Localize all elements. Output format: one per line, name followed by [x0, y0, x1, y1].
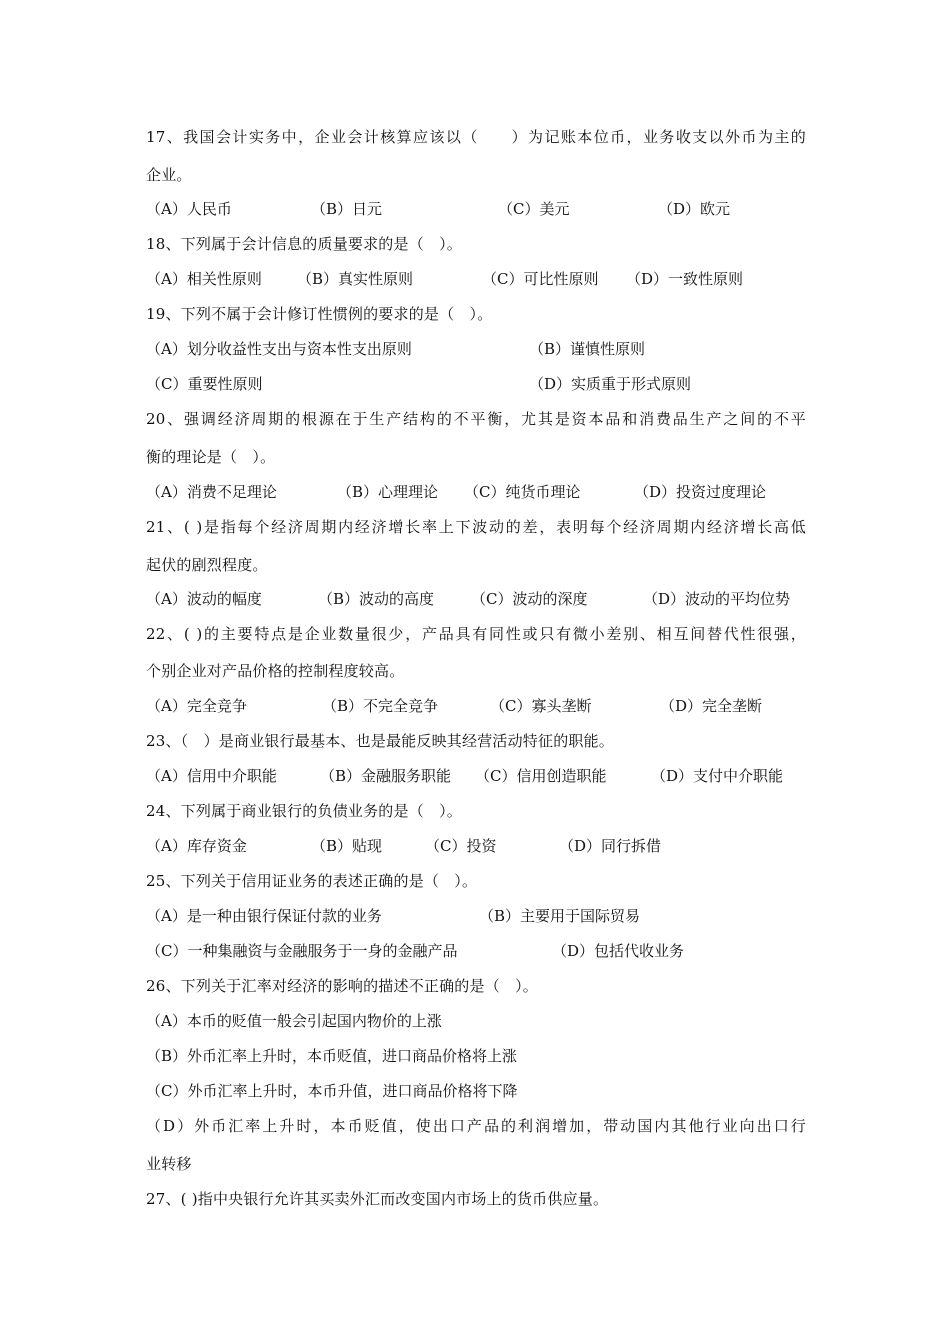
question-25-option-a: （A）是一种由银行保证付款的业务 [146, 907, 382, 925]
question-23-option-c: （C）信用创造职能 [475, 767, 607, 785]
question-23-option-d: （D）支付中介职能 [651, 767, 784, 785]
question-25-option-d: （D）包括代收业务 [552, 942, 685, 960]
question-22-stem-line-2: 个别企业对产品价格的控制程度较高。 [146, 662, 405, 680]
question-17-option-c: （C）美元 [498, 200, 570, 218]
question-19-option-c: （C）重要性原则 [146, 375, 263, 393]
question-26-option-b: （B）外币汇率上升时，本币贬值，进口商品价格将上涨 [146, 1047, 518, 1065]
question-18-stem: 18、下列属于会计信息的质量要求的是（ ）。 [146, 235, 462, 253]
question-17-stem-line-2: 企业。 [146, 166, 192, 184]
question-26-option-a: （A）本币的贬值一般会引起国内物价的上涨 [146, 1012, 442, 1030]
question-27-stem: 27、( )指中央银行允许其买卖外汇而改变国内市场上的货币供应量。 [146, 1190, 609, 1208]
question-21-option-a: （A）波动的幅度 [146, 590, 262, 608]
question-24-option-c: （C）投资 [425, 837, 497, 855]
question-26-option-d-line-2: 业转移 [146, 1155, 192, 1173]
question-18-option-a: （A）相关性原则 [146, 270, 262, 288]
question-18-option-c: （C）可比性原则 [482, 270, 599, 288]
question-17-option-d: （D）欧元 [658, 200, 731, 218]
question-23-option-b: （B）金融服务职能 [320, 767, 452, 785]
question-18-option-d: （D）一致性原则 [626, 270, 744, 288]
question-22-option-a: （A）完全竞争 [146, 697, 247, 715]
question-21-option-b: （B）波动的高度 [318, 590, 435, 608]
question-22-option-c: （C）寡头垄断 [490, 697, 592, 715]
question-19-option-d: （D）实质重于形式原则 [529, 375, 692, 393]
question-17-stem-line-1: 17、我国会计实务中，企业会计核算应该以（ ）为记账本位币，业务收支以外币为主的 [146, 128, 806, 146]
question-19-option-a: （A）划分收益性支出与资本性支出原则 [146, 340, 412, 358]
question-19-option-b: （B）谨慎性原则 [529, 340, 646, 358]
question-23-option-a: （A）信用中介职能 [146, 767, 277, 785]
question-26-stem: 26、下列关于汇率对经济的影响的描述不正确的是（ ）。 [146, 977, 538, 995]
question-23-stem: 23、（ ）是商业银行最基本、也是最能反映其经营活动特征的职能。 [146, 732, 614, 750]
question-26-option-d-line-1: （D）外币汇率上升时，本币贬值，使出口产品的利润增加，带动国内其他行业向出口行 [146, 1117, 806, 1135]
question-25-stem: 25、下列关于信用证业务的表述正确的是（ ）。 [146, 872, 478, 890]
question-18-option-b: （B）真实性原则 [297, 270, 414, 288]
question-25-option-c: （C）一种集融资与金融服务于一身的金融产品 [146, 942, 458, 960]
question-21-option-d: （D）波动的平均位势 [643, 590, 791, 608]
question-17-option-b: （B）日元 [311, 200, 383, 218]
question-24-option-b: （B）贴现 [311, 837, 383, 855]
question-19-stem: 19、下列不属于会计修订性惯例的要求的是（ ）。 [146, 305, 493, 323]
question-17-option-a: （A）人民币 [146, 200, 232, 218]
question-20-option-a: （A）消费不足理论 [146, 483, 277, 501]
question-20-option-d: （D）投资过度理论 [634, 483, 767, 501]
question-26-option-c: （C）外币汇率上升时，本币升值，进口商品价格将下降 [146, 1082, 518, 1100]
question-25-option-b: （B）主要用于国际贸易 [479, 907, 641, 925]
question-21-option-c: （C）波动的深度 [471, 590, 588, 608]
question-24-stem: 24、下列属于商业银行的负债业务的是（ ）。 [146, 802, 462, 820]
question-20-stem-line-2: 衡的理论是（ ）。 [146, 448, 276, 466]
question-24-option-d: （D）同行拆借 [559, 837, 662, 855]
question-20-stem-line-1: 20、强调经济周期的根源在于生产结构的不平衡，尤其是资本品和消费品生产之间的不平 [146, 410, 806, 428]
question-22-option-d: （D）完全垄断 [660, 697, 763, 715]
question-24-option-a: （A）库存资金 [146, 837, 247, 855]
question-20-option-c: （C）纯货币理论 [464, 483, 581, 501]
question-21-stem-line-1: 21、( )是指每个经济周期内经济增长率上下波动的差，表明每个经济周期内经济增长高低 [146, 518, 806, 536]
question-20-option-b: （B）心理理论 [337, 483, 439, 501]
question-22-stem-line-1: 22、( )的主要特点是企业数量很少，产品具有同性或只有微小差别、相互间替代性很强， [146, 625, 806, 643]
question-21-stem-line-2: 起伏的剧烈程度。 [146, 556, 268, 574]
question-22-option-b: （B）不完全竞争 [322, 697, 439, 715]
